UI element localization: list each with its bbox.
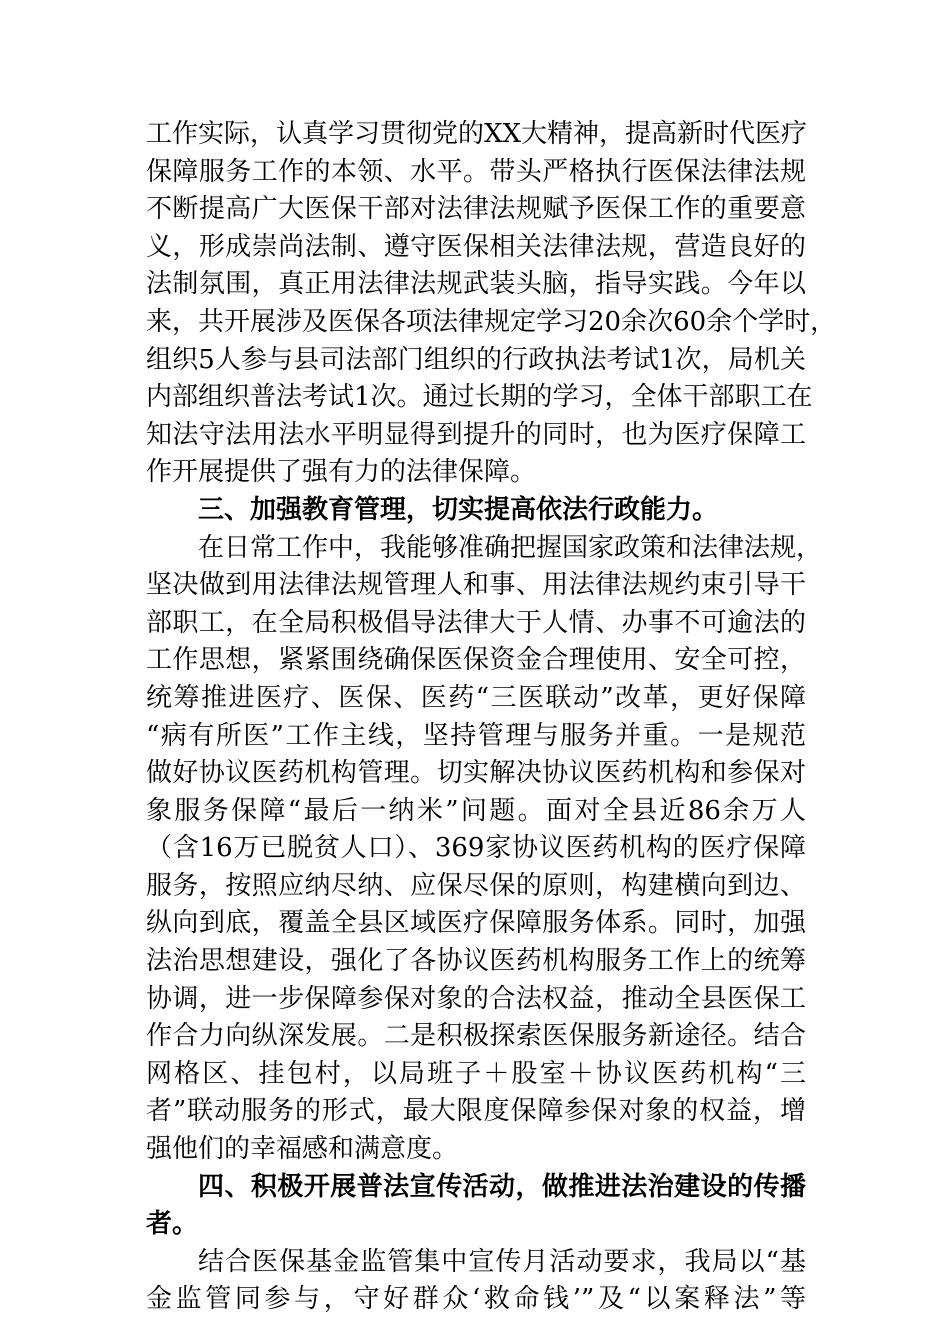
text-line: 不断提高广大医保干部对法律法规赋予医保工作的重要意 <box>146 194 806 225</box>
heading-line: 者。 <box>146 1209 199 1240</box>
paragraph-study <box>146 116 837 492</box>
text-line: 作开展提供了强有力的法律保障。 <box>146 457 537 488</box>
text-line: 保障服务工作的本领、水平。带头严格执行医保法律法规 <box>146 156 806 187</box>
text-line: 工作思想，紧紧围绕确保医保资金合理使用、安全可控， <box>146 645 806 676</box>
text-line: 做好协议医药机构管理。切实解决协议医药机构和参保对 <box>146 758 806 789</box>
text-line: 部职工，在全局积极倡导法律大于人情、办事不可逾法的 <box>146 607 806 638</box>
text-line: 义，形成崇尚法制、遵守医保相关法律法规，营造良好的 <box>146 231 806 262</box>
paragraph-education <box>146 530 823 1169</box>
text-line: 工作实际，认真学习贯彻党的XX大精神，提高新时代医疗 <box>146 119 808 149</box>
text-line: 金监管同参与，守好群众‘救命钱’”及“以案释法”等 <box>146 1284 806 1315</box>
text-line: 坚决做到用法律法规管理人和事、用法律法规约束引导干 <box>146 570 806 601</box>
text-line: 知法守法用法水平明显得到提升的同时，也为医疗保障工 <box>146 419 806 450</box>
text-line: “病有所医”工作主线，坚持管理与服务并重。一是规范 <box>146 720 806 751</box>
text-line: 组织5人参与县司法部门组织的行政执法考试1次，局机关 <box>146 344 806 375</box>
text-line: （含16万已脱贫人口）、369家协议医药机构的医疗保障 <box>146 833 806 864</box>
section-heading-3: 三、加强教育管理，切实提高依法行政能力。 <box>198 494 719 525</box>
text-line: 网格区、挂包村，以局班子＋股室＋协议医药机构“三 <box>146 1058 806 1089</box>
text-line: 统筹推进医疗、医保、医药“三医联动”改革，更好保障 <box>146 682 806 713</box>
text-line: 结合医保基金监管集中宣传月活动要求，我局以“基 <box>198 1246 806 1277</box>
document-page <box>146 116 837 1319</box>
text-line: 法制氛围，真正用法律法规武装头脑，指导实践。今年以 <box>146 269 806 300</box>
text-line: 在日常工作中，我能够准确把握国家政策和法律法规， <box>198 532 823 563</box>
text-line: 纵向到底，覆盖全县区域医疗保障服务体系。同时，加强 <box>146 908 806 939</box>
text-line: 协调，进一步保障参保对象的合法权益，推动全县医保工 <box>146 983 806 1014</box>
text-line: 象服务保障“最后一纳米”问题。面对全县近86余万人 <box>146 795 806 826</box>
text-line: 强他们的幸福感和满意度。 <box>146 1134 459 1165</box>
section-heading-4 <box>146 1169 806 1244</box>
text-line: 法治思想建设，强化了各协议医药机构服务工作上的统筹 <box>146 946 806 977</box>
text-line: 服务，按照应纳尽纳、应保尽保的原则，构建横向到边、 <box>146 870 806 901</box>
text-line: 者”联动服务的形式，最大限度保障参保对象的权益，增 <box>146 1096 806 1127</box>
heading-line: 四、积极开展普法宣传活动，做推进法治建设的传播 <box>198 1171 806 1202</box>
text-line: 内部组织普法考试1次。通过长期的学习，全体干部职工在 <box>146 382 813 413</box>
text-line: 作合力向纵深发展。二是积极探索医保服务新途径。结合 <box>146 1021 806 1052</box>
paragraph-publicity <box>146 1244 806 1319</box>
text-line: 来，共开展涉及医保各项法律规定学习20余次60余个学时， <box>146 306 837 337</box>
